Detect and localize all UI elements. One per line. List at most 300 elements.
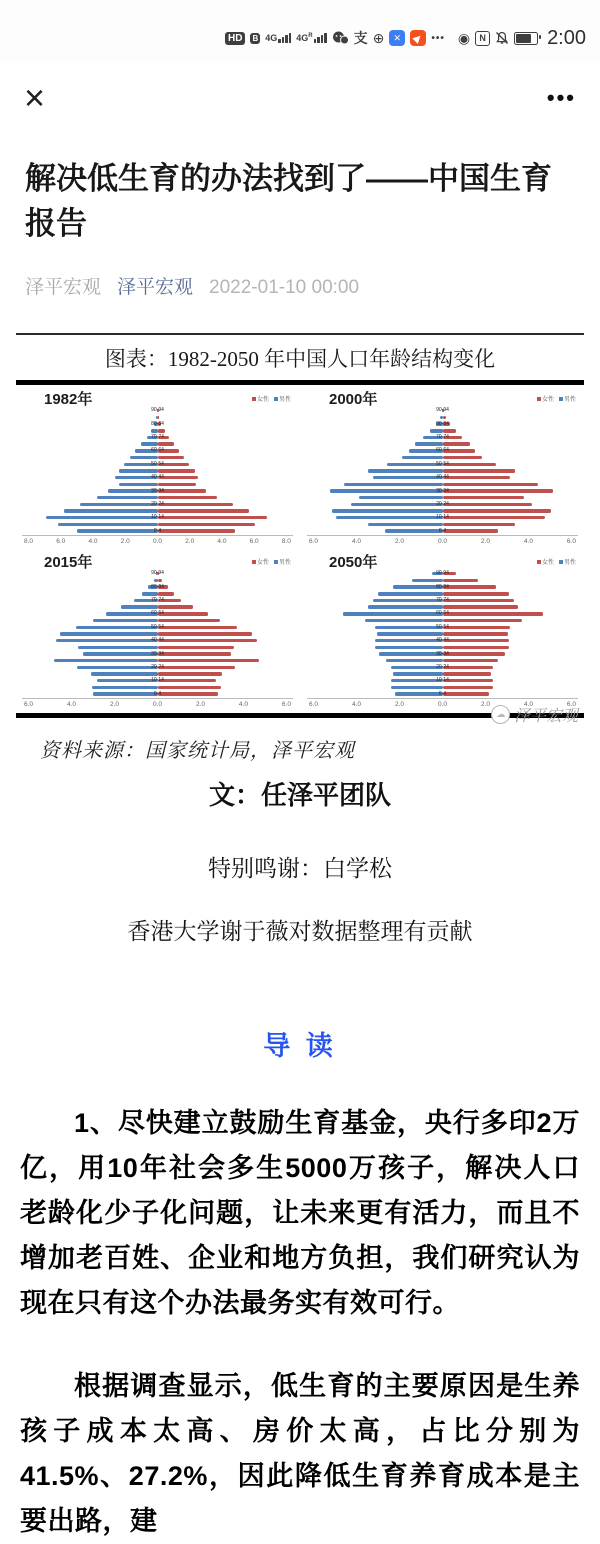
- age-group-label: 20-24: [151, 663, 164, 670]
- pyramid-row: [307, 421, 578, 427]
- bar-female: [158, 469, 195, 472]
- bar-female: [443, 436, 463, 439]
- bar-male: [141, 442, 157, 445]
- overflow-dots-icon: •••: [431, 32, 445, 44]
- bar-male: [80, 503, 157, 506]
- watermark-logo-icon: ☁: [491, 705, 510, 724]
- pyramid-row: [307, 502, 578, 508]
- age-group-label: 0-4: [153, 527, 162, 534]
- pyramid-x-axis: 6.0 4.0 2.0 0.0 2.0 4.0 6.0: [22, 698, 293, 711]
- age-group-label: 10-14: [151, 514, 164, 521]
- bar-female: [443, 469, 515, 472]
- bar-male: [375, 646, 443, 649]
- bar-male: [77, 529, 157, 532]
- bar-female: [443, 516, 546, 519]
- pyramid-year-label: 1982年: [44, 390, 93, 408]
- bar-male: [375, 639, 443, 642]
- pyramid-row: [22, 482, 293, 488]
- bar-female: [158, 619, 220, 622]
- bar-female: [443, 463, 496, 466]
- watermark-text: 泽平宏观: [513, 708, 578, 725]
- bar-male: [46, 516, 158, 519]
- bar-male: [147, 436, 158, 439]
- bar-male: [130, 456, 157, 459]
- wechat-icon: [332, 31, 349, 45]
- bar-female: [158, 572, 160, 575]
- alipay-icon: 支: [353, 30, 368, 46]
- bar-female: [443, 605, 519, 608]
- bar-female: [443, 523, 515, 526]
- age-group-label: 90-94: [151, 407, 164, 414]
- bar-female: [158, 489, 206, 492]
- pyramid-row: [307, 685, 578, 691]
- bar-female: [443, 692, 489, 695]
- bar-male: [330, 489, 443, 492]
- more-menu-icon[interactable]: •••: [546, 85, 576, 110]
- pyramid-row: [307, 571, 578, 577]
- bar-male: [409, 449, 443, 452]
- age-group-label: 20-24: [436, 500, 449, 507]
- signal-4g-icon: 4G: [265, 33, 291, 43]
- pyramid-row: [22, 618, 293, 624]
- pyramid-row: [22, 408, 293, 414]
- bar-male: [373, 476, 443, 479]
- bar-female: [443, 489, 554, 492]
- pyramid-row: [22, 488, 293, 494]
- pyramid-row: [307, 522, 578, 528]
- pyramid-plot: [303, 407, 582, 535]
- bar-female: [443, 632, 508, 635]
- bar-male: [430, 429, 442, 432]
- pyramid-2015年: [18, 552, 297, 711]
- bar-female: [158, 639, 257, 642]
- age-group-label: 0-4: [438, 527, 447, 534]
- intro-paragraph-1: 1、尽快建立鼓励生育基金，央行多印2万亿，用10年社会多生5000万孩子，解决人口老龄化少子化问题，让未来更有活力，而且不增加老百姓、企业和地方负担，我们研究认为现在只有这个办法最务实有效可行。: [20, 1108, 580, 1318]
- pyramid-1982年: [18, 389, 297, 548]
- bar-female: [443, 449, 476, 452]
- pyramid-row: [22, 421, 293, 427]
- bar-male: [375, 626, 443, 629]
- bar-male: [148, 585, 157, 588]
- age-group-label: 10-14: [436, 514, 449, 521]
- bar-female: [443, 592, 510, 595]
- pyramid-row: [307, 591, 578, 597]
- bar-male: [344, 483, 442, 486]
- pyramid-row: [307, 408, 578, 414]
- pyramid-row: [307, 495, 578, 501]
- mute-bell-icon: [495, 31, 509, 45]
- pyramid-row: [307, 435, 578, 441]
- bar-female: [443, 509, 551, 512]
- bar-male: [436, 422, 443, 425]
- bar-female: [158, 626, 237, 629]
- bar-female: [443, 409, 444, 412]
- bar-female: [158, 476, 199, 479]
- bar-male: [77, 666, 157, 669]
- bar-female: [443, 476, 511, 479]
- pyramid-plot: [303, 570, 582, 698]
- age-group-label: 30-34: [151, 487, 164, 494]
- age-group-label: 10-14: [436, 677, 449, 684]
- pyramid-row: [22, 502, 293, 508]
- bar-female: [443, 639, 510, 642]
- pyramid-year-label: 2000年: [329, 390, 378, 408]
- bar-male: [124, 463, 157, 466]
- bar-female: [158, 652, 231, 655]
- age-group-label: 90-94: [436, 570, 449, 577]
- pyramid-row: [22, 678, 293, 684]
- bar-female: [443, 626, 511, 629]
- pyramid-row: [307, 604, 578, 610]
- age-group-label: 60-64: [436, 610, 449, 617]
- bar-male: [92, 686, 157, 689]
- bar-female: [158, 686, 221, 689]
- health-app-icon: ✕: [389, 30, 405, 46]
- pyramid-x-axis: 6.0 4.0 2.0 0.0 2.0 4.0 6.0: [307, 535, 578, 548]
- pyramid-year-label: 2015年: [44, 553, 93, 571]
- pyramid-row: [307, 415, 578, 421]
- pyramid-x-axis: 8.0 6.0 4.0 2.0 0.0 2.0 4.0 6.0 8.0: [22, 535, 293, 548]
- bar-male: [60, 632, 157, 635]
- pyramid-row: [307, 651, 578, 657]
- bar-female: [158, 529, 236, 532]
- bar-female: [158, 463, 189, 466]
- bar-male: [336, 516, 442, 519]
- pyramid-plot: [18, 570, 297, 698]
- pyramid-row: [307, 508, 578, 514]
- intro-heading: 导 读: [263, 1031, 337, 1061]
- bar-male: [373, 599, 443, 602]
- age-group-label: 60-64: [151, 610, 164, 617]
- bar-female: [158, 592, 175, 595]
- pyramid-row: [307, 631, 578, 637]
- age-group-label: 40-44: [151, 474, 164, 481]
- chart-grid: [18, 389, 582, 711]
- pyramid-row: [307, 625, 578, 631]
- bar-female: [158, 509, 249, 512]
- bar-male: [119, 469, 158, 472]
- pyramid-row: [307, 645, 578, 651]
- bar-female: [158, 416, 160, 419]
- pyramid-row: [307, 618, 578, 624]
- contribution-note: 香港大学谢于薇对数据整理有贡献: [127, 918, 473, 944]
- pyramid-row: [22, 468, 293, 474]
- pyramid-row: [22, 625, 293, 631]
- pyramid-row: [22, 671, 293, 677]
- figure-title: 图表：1982-2050 年中国人口年龄结构变化: [16, 333, 584, 380]
- nfc-icon: N: [475, 31, 490, 46]
- bar-female: [443, 422, 450, 425]
- pyramid-plot: [18, 407, 297, 535]
- bar-male: [393, 672, 443, 675]
- age-group-label: 20-24: [436, 663, 449, 670]
- chart-area: [16, 380, 584, 725]
- pyramid-row: [22, 508, 293, 514]
- pyramid-row: [22, 571, 293, 577]
- bar-male: [368, 605, 443, 608]
- age-group-label: 70-74: [436, 597, 449, 603]
- pyramid-row: [22, 665, 293, 671]
- bar-male: [385, 529, 443, 532]
- age-group-label: 70-74: [436, 434, 449, 440]
- bar-female: [443, 529, 498, 532]
- pyramid-row: [22, 435, 293, 441]
- age-group-label: 60-64: [436, 447, 449, 454]
- bar-male: [78, 646, 157, 649]
- bar-male: [135, 449, 157, 452]
- sim-icon: B: [252, 33, 259, 43]
- age-group-label: 0-4: [153, 690, 162, 697]
- bar-male: [134, 599, 158, 602]
- pyramid-row: [22, 631, 293, 637]
- pyramid-row: [22, 598, 293, 604]
- bar-female: [158, 496, 217, 499]
- bar-female: [158, 516, 267, 519]
- bar-male: [378, 592, 442, 595]
- bar-female: [158, 449, 179, 452]
- bar-female: [158, 503, 233, 506]
- pyramid-row: [22, 528, 293, 534]
- bar-male: [386, 659, 442, 662]
- bar-male: [391, 686, 443, 689]
- pyramid-row: [22, 578, 293, 584]
- pyramid-row: [22, 415, 293, 421]
- bar-male: [83, 652, 158, 655]
- bar-female: [443, 646, 510, 649]
- bar-female: [158, 599, 182, 602]
- pyramid-row: [307, 678, 578, 684]
- pyramid-row: [22, 685, 293, 691]
- bar-male: [412, 579, 442, 582]
- pyramid-row: [22, 428, 293, 434]
- bar-male: [58, 523, 158, 526]
- bar-male: [368, 523, 443, 526]
- bar-male: [108, 489, 158, 492]
- pyramid-row: [307, 455, 578, 461]
- age-group-label: 50-54: [151, 623, 164, 630]
- pyramid-row: [22, 462, 293, 468]
- bar-female: [158, 442, 174, 445]
- pyramid-row: [22, 591, 293, 597]
- bar-female: [443, 679, 494, 682]
- figure-population-pyramids: [16, 333, 584, 725]
- bar-male: [391, 679, 443, 682]
- pyramid-row: [307, 528, 578, 534]
- bar-male: [368, 469, 443, 472]
- pyramid-legend: 女性 男性: [537, 394, 576, 403]
- bar-female: [443, 619, 522, 622]
- close-icon[interactable]: ×: [24, 77, 46, 118]
- age-group-label: 80-84: [436, 420, 449, 427]
- age-group-label: 90-94: [436, 407, 449, 414]
- age-group-label: 30-34: [436, 487, 449, 494]
- pyramid-row: [307, 691, 578, 697]
- pyramid-row: [22, 638, 293, 644]
- bar-female: [443, 442, 470, 445]
- status-time: 2:00: [547, 26, 586, 49]
- age-group-label: 20-24: [151, 500, 164, 507]
- bar-female: [158, 672, 222, 675]
- battery-icon: [514, 32, 538, 45]
- article-title: 解决低生育的办法找到了——中国生育报告: [25, 161, 552, 241]
- article-nav-bar: [0, 62, 600, 134]
- bar-male: [377, 632, 442, 635]
- pyramid-row: [22, 455, 293, 461]
- bar-male: [332, 509, 443, 512]
- bar-female: [443, 659, 498, 662]
- bar-female: [443, 585, 496, 588]
- age-group-label: 50-54: [436, 460, 449, 467]
- bar-female: [158, 523, 255, 526]
- pyramid-row: [22, 611, 293, 617]
- bar-female: [158, 632, 253, 635]
- bar-female: [443, 496, 524, 499]
- bar-male: [343, 612, 442, 615]
- bar-male: [379, 652, 442, 655]
- bar-male: [106, 612, 158, 615]
- publish-date: 2022-01-10 00:00: [209, 277, 360, 298]
- bar-male: [395, 692, 442, 695]
- pyramid-x-axis: 6.0 4.0 2.0 0.0 2.0 4.0 6.0: [307, 698, 578, 711]
- pyramid-row: [22, 475, 293, 481]
- age-group-label: 0-4: [438, 690, 447, 697]
- bar-female: [158, 409, 159, 412]
- news-app-icon: ▶: [411, 31, 425, 45]
- pyramid-row: [307, 482, 578, 488]
- bar-male: [402, 456, 443, 459]
- bar-female: [158, 605, 193, 608]
- bar-female: [443, 672, 492, 675]
- status-bar: [0, 0, 600, 62]
- eye-comfort-icon: ◉: [457, 29, 471, 46]
- age-group-label: 40-44: [436, 637, 449, 644]
- pyramid-row: [307, 598, 578, 604]
- pyramid-row: [307, 584, 578, 590]
- pyramid-row: [22, 658, 293, 664]
- bar-female: [158, 436, 169, 439]
- pyramid-row: [22, 584, 293, 590]
- pyramid-row: [22, 495, 293, 501]
- age-group-label: 60-64: [151, 447, 164, 454]
- pyramid-row: [307, 515, 578, 521]
- bar-male: [119, 483, 158, 486]
- bar-male: [93, 619, 157, 622]
- bar-female: [158, 646, 235, 649]
- bar-male: [393, 585, 443, 588]
- age-group-label: 40-44: [436, 474, 449, 481]
- bar-male: [359, 496, 443, 499]
- bar-male: [115, 476, 157, 479]
- watermark: [491, 703, 578, 726]
- pyramid-row: [22, 441, 293, 447]
- pyramid-row: [307, 638, 578, 644]
- bar-male: [415, 442, 442, 445]
- pyramid-row: [307, 671, 578, 677]
- bar-male: [64, 509, 157, 512]
- bar-female: [158, 429, 165, 432]
- pyramid-row: [307, 448, 578, 454]
- pyramid-row: [307, 658, 578, 664]
- bar-female: [443, 456, 483, 459]
- bar-female: [158, 666, 236, 669]
- age-group-label: 50-54: [436, 623, 449, 630]
- bar-male: [423, 436, 442, 439]
- age-group-label: 30-34: [151, 650, 164, 657]
- bar-male: [121, 605, 157, 608]
- bar-female: [443, 429, 456, 432]
- bar-male: [97, 496, 158, 499]
- hd-volte-icon: HD: [225, 32, 245, 45]
- intro-paragraph-2: 根据调查显示，低生育的主要原因是生养孩子成本太高、房价太高，占比分别为41.5%、27.2%，因此降低生育养育成本是主要出路，建: [20, 1371, 580, 1536]
- signal-4g-roaming-icon: $4G^R$: [296, 33, 326, 43]
- bar-male: [351, 503, 442, 506]
- bar-female: [443, 666, 494, 669]
- pyramid-row: [22, 448, 293, 454]
- author-name: 泽平宏观: [25, 277, 102, 298]
- bar-female: [443, 652, 505, 655]
- bar-female: [443, 579, 478, 582]
- pyramid-row: [307, 611, 578, 617]
- pyramid-row: [307, 475, 578, 481]
- bar-male: [391, 666, 443, 669]
- bar-female: [443, 599, 514, 602]
- pyramid-2000年: [303, 389, 582, 548]
- bar-female: [443, 612, 543, 615]
- age-group-label: 80-84: [151, 583, 164, 590]
- pyramid-row: [307, 468, 578, 474]
- bar-female: [443, 503, 532, 506]
- pyramid-row: [22, 645, 293, 651]
- pyramid-legend: 女性 男性: [537, 557, 576, 566]
- data-source-line: 资料来源：国家统计局，泽平宏观: [40, 740, 355, 762]
- bar-male: [54, 659, 158, 662]
- official-account-link[interactable]: 泽平宏观: [117, 277, 194, 298]
- age-group-label: 30-34: [436, 650, 449, 657]
- bar-male: [365, 619, 443, 622]
- bar-female: [158, 612, 209, 615]
- pyramid-row: [22, 522, 293, 528]
- bar-female: [158, 456, 184, 459]
- bar-male: [91, 672, 158, 675]
- bar-female: [443, 572, 457, 575]
- document-author: 文：任泽平团队: [208, 781, 391, 810]
- pyramid-legend: 女性 男性: [252, 557, 291, 566]
- pyramid-row: [307, 665, 578, 671]
- bar-female: [158, 659, 260, 662]
- age-group-label: 10-14: [151, 677, 164, 684]
- pyramid-2050年: [303, 552, 582, 711]
- pyramid-row: [22, 651, 293, 657]
- bar-female: [158, 679, 217, 682]
- bar-female: [443, 416, 446, 419]
- age-group-label: 40-44: [151, 637, 164, 644]
- byline: [25, 272, 575, 299]
- bar-female: [158, 579, 163, 582]
- bar-male: [97, 679, 158, 682]
- bar-female: [158, 483, 196, 486]
- pyramid-row: [307, 488, 578, 494]
- bar-male: [76, 626, 157, 629]
- bar-male: [387, 463, 442, 466]
- age-group-label: 80-84: [436, 583, 449, 590]
- pyramid-row: [307, 428, 578, 434]
- bar-male: [432, 572, 442, 575]
- pyramid-row: [22, 691, 293, 697]
- pyramid-row: [22, 604, 293, 610]
- bar-female: [443, 483, 539, 486]
- age-group-label: 90-94: [151, 570, 164, 577]
- pyramid-row: [307, 441, 578, 447]
